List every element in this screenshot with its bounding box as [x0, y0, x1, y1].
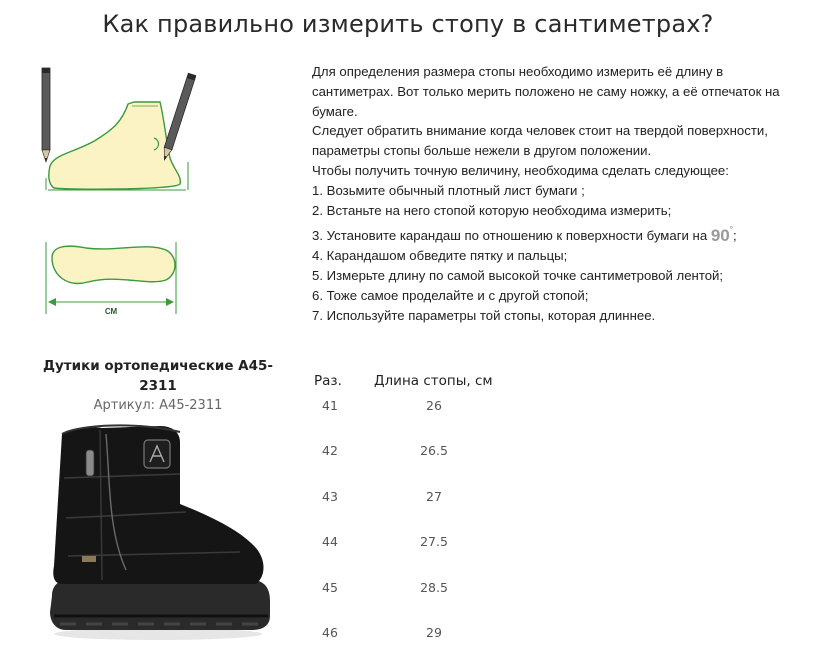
product-name[interactable]: Дутики ортопедические А45-2311 — [42, 358, 274, 394]
instructions-paragraph: Чтобы получить точную величину, необходима сделать следующее: — [312, 162, 729, 178]
step-item: 5. Измерьте длину по самой высокой точке сантиметровой лентой; — [312, 267, 724, 283]
size-cell: 46 — [322, 624, 338, 640]
table-row — [312, 576, 494, 621]
size-table — [312, 368, 494, 666]
length-cell: 28.5 — [420, 579, 448, 595]
table-row — [312, 621, 494, 666]
length-cell: 26 — [426, 398, 442, 413]
product-image[interactable] — [40, 420, 272, 643]
instructions-text — [312, 62, 792, 325]
size-cell: 45 — [322, 579, 338, 595]
product-card — [36, 356, 280, 413]
size-cell: 43 — [322, 488, 338, 504]
sku-value: А45-2311 — [159, 398, 223, 413]
step-item: 7. Используйте параметры той стопы, которая длиннее. — [312, 307, 656, 323]
instructions-paragraph: Следует обратить внимание когда человек стоит на твердой поверхности, параметры стопы больше нежели в другом положении. — [312, 123, 768, 159]
degree-symbol: ° — [729, 225, 733, 235]
page-title: Как правильно измерить стопу в сантиметрах? — [102, 10, 714, 38]
angle-badge — [711, 226, 733, 245]
step-item: 6. Тоже самое проделайте и с другой стопой; — [312, 287, 589, 303]
header-foot-length: Длина стопы, см — [374, 373, 493, 389]
product-sku — [36, 398, 280, 413]
pencil-right-icon — [161, 73, 196, 161]
length-cell: 27.5 — [420, 534, 448, 550]
length-cell: 29 — [426, 624, 442, 640]
sku-label: Артикул: — [93, 398, 156, 413]
table-row — [312, 394, 494, 439]
header-size: Раз. — [314, 373, 342, 389]
length-cell: 26.5 — [420, 443, 448, 459]
step-item — [312, 220, 792, 246]
table-row — [312, 530, 494, 575]
foot-measurement-illustration — [36, 62, 196, 322]
step-item: 2. Встаньте на него стопой которую необходима измерить; — [312, 202, 672, 218]
step-text: 3. Установите карандаш по отношению к поверхности бумаги на — [312, 228, 708, 244]
pencil-left-icon — [42, 68, 50, 162]
instructions-steps — [312, 181, 792, 326]
step-item: 4. Карандашом обведите пятку и пальцы; — [312, 248, 568, 264]
size-cell: 41 — [322, 398, 338, 413]
size-table-header-row — [312, 368, 494, 394]
unit-label: СМ — [104, 307, 118, 316]
length-cell: 27 — [426, 488, 442, 504]
table-row — [312, 439, 494, 484]
size-cell: 42 — [322, 443, 338, 459]
table-row — [312, 485, 494, 530]
angle-value: 90 — [710, 226, 730, 246]
step-item: 1. Возьмите обычный плотный лист бумаги ; — [312, 182, 585, 198]
footprint-top-view — [46, 242, 176, 316]
size-cell: 44 — [322, 534, 338, 550]
boot-icon — [50, 425, 270, 640]
instructions-paragraph: Для определения размера стопы необходимо измерить её длину в сантиметрах. Вот только мерить положено не саму ножку, а её отпечаток на бумаге. — [312, 64, 780, 119]
step-tail: ; — [732, 228, 737, 244]
